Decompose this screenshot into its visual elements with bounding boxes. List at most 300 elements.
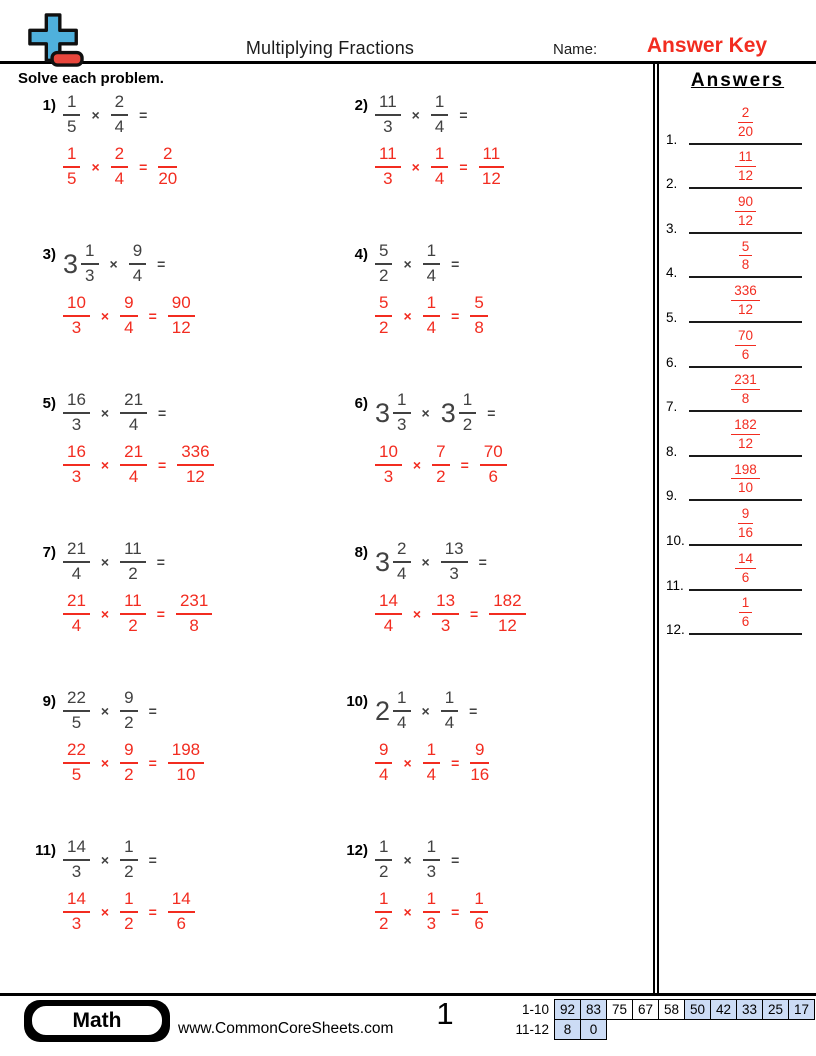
answer-fraction [735,329,756,363]
answer-fraction [731,418,760,452]
problem-number: 2) [354,97,368,114]
score-cell: 33 [737,1000,763,1020]
statement-fraction-2 [111,93,128,136]
answer-blank-line [689,106,802,145]
fraction-denominator: 2 [128,616,138,635]
work-fraction-1 [375,890,392,933]
fraction-denominator: 10 [737,480,754,496]
mixed-whole-number: 2 [375,695,391,726]
mixed-whole-number: 3 [440,397,456,428]
work-fraction-1 [375,592,402,635]
equals-sign: = [487,405,496,421]
problem-statement [63,390,214,436]
times-sign: × [100,904,110,920]
fraction-denominator: 3 [71,415,82,434]
fraction-denominator: 4 [397,713,407,732]
fraction-numerator: 231 [176,592,212,615]
times-sign: × [100,852,110,868]
fraction-numerator: 11 [120,540,146,563]
times-sign: × [91,107,100,123]
fraction-numerator: 21 [63,540,90,563]
problem-body [375,390,507,488]
fraction-denominator: 12 [737,301,754,317]
statement-fraction-1 [63,391,90,434]
equals-sign: = [148,755,157,771]
work-fraction-2 [120,741,137,784]
score-row-label: 1-10 [521,1002,549,1017]
fraction-denominator: 6 [741,346,750,362]
equals-sign: = [478,554,487,570]
problem-number: 10) [346,693,368,710]
answer-item [659,151,816,196]
fraction-denominator: 8 [474,318,484,337]
answer-work [375,293,488,339]
times-sign: × [421,554,430,570]
work-fraction-2 [423,741,440,784]
fraction-numerator: 1 [739,596,753,613]
problem-statement [63,241,195,287]
answers-title: Answers [690,70,785,91]
statement-fraction-2 [441,540,468,583]
fraction-numerator: 13 [441,540,468,563]
problem-statement [375,241,488,287]
score-table [515,999,815,1040]
fraction-numerator: 1 [375,838,392,861]
answer-number-label: 12. [666,622,685,638]
fraction-numerator: 198 [731,463,760,480]
fraction-numerator: 21 [120,443,147,466]
fraction-numerator: 336 [177,443,213,466]
fraction-denominator: 4 [426,765,437,784]
fraction-denominator: 4 [383,616,394,635]
problem-body [63,688,204,786]
work-result-fraction [177,443,213,486]
fraction-numerator: 11 [375,93,401,116]
fraction-denominator: 5 [67,169,77,188]
page-title: Multiplying Fractions [245,38,415,58]
statement-fraction-1 [393,391,410,434]
times-sign: × [403,852,412,868]
footer [0,993,816,1056]
fraction-denominator: 12 [481,169,501,188]
statement-fraction-2 [120,540,146,583]
fraction-denominator: 6 [474,914,484,933]
fraction-denominator: 2 [379,862,389,881]
problem-number: 3) [42,246,56,263]
problem-body [63,539,212,637]
fraction-denominator: 3 [426,914,437,933]
fraction-numerator: 22 [63,741,90,764]
problem-statement [375,390,507,436]
equals-sign: = [158,457,167,473]
fraction-denominator: 4 [71,616,82,635]
times-sign: × [412,457,422,473]
statement-fraction-1 [81,242,98,285]
statement-fraction-2 [459,391,476,434]
answer-fraction [731,373,760,407]
fraction-denominator: 3 [383,117,393,136]
problem-body [63,837,195,935]
statement-fraction-2 [423,838,440,881]
fraction-denominator: 20 [158,169,178,188]
work-result-fraction [470,890,487,933]
answer-blank-line [689,552,802,591]
answer-blank-line [689,240,802,279]
work-result-fraction [480,443,507,486]
score-cell: 75 [607,1000,633,1020]
fraction-numerator: 14 [375,592,402,615]
equals-sign: = [148,308,157,324]
fraction-numerator: 1 [459,391,476,414]
answer-item [659,106,816,151]
answer-fraction [735,195,756,229]
fraction-denominator: 2 [124,713,134,732]
work-fraction-1 [375,145,401,188]
times-sign: × [100,703,110,719]
problem-body [375,837,488,935]
answer-number-label: 3. [666,220,678,236]
problem-number: 7) [42,544,56,561]
equals-sign: = [451,755,460,771]
fraction-numerator: 2 [738,106,753,123]
answer-item [659,418,816,463]
score-row-label: 11-12 [515,1022,549,1037]
score-cell: 92 [555,1000,581,1020]
fraction-numerator: 16 [63,443,90,466]
answer-blank-line [689,150,802,189]
fraction-denominator: 12 [737,435,754,451]
answer-item [659,284,816,329]
fraction-denominator: 4 [379,765,389,784]
answer-blank-line [689,284,802,323]
fraction-numerator: 231 [731,373,760,390]
statement-fraction-2 [120,838,137,881]
fraction-numerator: 336 [731,284,760,301]
work-result-fraction [168,294,195,337]
fraction-denominator: 3 [440,616,451,635]
fraction-numerator: 2 [393,540,410,563]
answer-item [659,240,816,285]
work-fraction-2 [111,145,128,188]
work-fraction-2 [432,592,459,635]
answer-fraction [735,552,756,586]
equals-sign: = [148,852,157,868]
fraction-numerator: 9 [470,741,489,764]
fraction-numerator: 1 [375,890,392,913]
problem-body [63,390,214,488]
fraction-numerator: 2 [158,145,177,168]
answer-work [375,442,507,488]
fraction-denominator: 2 [124,765,134,784]
work-fraction-1 [375,443,402,486]
fraction-denominator: 6 [741,614,750,630]
work-fraction-1 [63,741,90,784]
answer-number-label: 10. [666,532,685,548]
work-fraction-2 [423,294,440,337]
answer-item [659,329,816,374]
fraction-denominator: 4 [397,564,407,583]
fraction-denominator: 4 [114,117,125,136]
times-sign: × [411,159,420,175]
answer-work [63,889,195,935]
statement-fraction-1 [375,838,392,881]
equals-sign: = [451,852,460,868]
score-cell: 50 [685,1000,711,1020]
work-fraction-2 [120,890,137,933]
answer-number-label: 4. [666,265,678,281]
answer-work [375,591,526,637]
fraction-numerator: 1 [423,741,440,764]
fraction-numerator: 1 [393,391,410,414]
fraction-denominator: 20 [737,123,754,139]
work-fraction-2 [423,890,440,933]
fraction-numerator: 10 [63,294,90,317]
answer-fraction [739,596,753,630]
problem-number: 6) [354,395,368,412]
statement-fraction-1 [63,540,90,583]
answer-blank-line [689,507,802,546]
equals-sign: = [156,606,165,622]
work-fraction-1 [63,592,90,635]
work-fraction-1 [63,443,90,486]
work-result-fraction [176,592,212,635]
statement-fraction-2 [441,689,458,732]
answer-number-label: 8. [666,443,678,459]
fraction-numerator: 1 [423,838,440,861]
score-cell: 42 [711,1000,737,1020]
fraction-numerator: 1 [81,242,98,265]
equals-sign: = [148,703,157,719]
plus-minus-icon [26,12,84,68]
answer-item [659,507,816,552]
fraction-numerator: 9 [120,294,137,317]
fraction-denominator: 3 [383,467,394,486]
problem [332,92,652,241]
statement-fraction-1 [375,93,401,136]
name-label: Name: [553,41,598,58]
problem [20,241,332,390]
score-cell: 67 [633,1000,659,1020]
fraction-denominator: 3 [397,415,407,434]
answer-number-label: 2. [666,176,678,192]
fraction-denominator: 4 [444,713,455,732]
fraction-denominator: 3 [85,266,95,285]
equals-sign: = [451,904,460,920]
score-cell: 0 [581,1020,607,1040]
work-fraction-1 [63,294,90,337]
fraction-denominator: 4 [426,266,437,285]
problem-statement [375,688,489,734]
equals-sign: = [470,606,479,622]
fraction-numerator: 1 [120,890,137,913]
fraction-denominator: 4 [426,318,437,337]
fraction-numerator: 1 [423,294,440,317]
fraction-denominator: 3 [71,318,82,337]
work-fraction-2 [432,443,449,486]
fraction-numerator: 5 [739,240,753,257]
score-cell: 83 [581,1000,607,1020]
score-row [515,1000,814,1020]
answer-work [63,740,204,786]
fraction-denominator: 12 [497,616,517,635]
problem [20,837,332,986]
times-sign: × [412,606,422,622]
fraction-denominator: 2 [128,564,138,583]
fraction-numerator: 9 [120,741,137,764]
answer-fraction [735,150,755,184]
fraction-denominator: 2 [379,266,389,285]
statement-fraction-1 [63,838,90,881]
fraction-numerator: 22 [63,689,90,712]
answer-blank-line [689,329,802,368]
problem [332,539,652,688]
times-sign: × [100,554,110,570]
fraction-denominator: 6 [176,914,186,933]
answer-item [659,463,816,508]
answer-fraction [731,463,760,497]
problem [332,241,652,390]
problem-statement [375,92,504,138]
answer-fraction [738,507,753,541]
problem [20,539,332,688]
answer-blank-line [689,463,802,502]
fraction-denominator: 16 [470,765,490,784]
answer-work [63,591,212,637]
problem [332,688,652,837]
instructions: Solve each problem. [18,70,164,87]
fraction-denominator: 12 [185,467,205,486]
fraction-denominator: 3 [426,862,437,881]
fraction-denominator: 2 [462,415,473,434]
equals-sign: = [158,405,167,421]
fraction-numerator: 1 [63,93,80,116]
statement-fraction-2 [120,391,147,434]
statement-fraction-2 [129,242,146,285]
score-cell: 17 [789,1000,815,1020]
fraction-denominator: 4 [128,467,139,486]
fraction-numerator: 182 [489,592,525,615]
fraction-numerator: 7 [432,443,449,466]
work-fraction-1 [63,890,90,933]
fraction-numerator: 9 [129,242,146,265]
problem-number: 9) [42,693,56,710]
work-fraction-1 [63,145,80,188]
answer-blank-line [689,195,802,234]
fraction-denominator: 4 [128,415,139,434]
score-cell: 8 [555,1020,581,1040]
times-sign: × [421,703,430,719]
score-cell: 58 [659,1000,685,1020]
equals-sign: = [156,554,165,570]
answer-item [659,597,816,642]
fraction-denominator: 8 [741,391,750,407]
mixed-whole-number: 3 [63,248,79,279]
math-logo-label: Math [30,1004,164,1037]
fraction-denominator: 3 [383,169,393,188]
problem-number: 12) [346,842,368,859]
mixed-whole-number: 3 [375,397,391,428]
fraction-denominator: 4 [71,564,82,583]
equals-sign: = [459,159,468,175]
answer-work [375,740,489,786]
problem-body [375,539,526,637]
times-sign: × [100,405,110,421]
answer-fraction [738,106,753,140]
fraction-numerator: 11 [375,145,401,168]
answer-work [375,889,488,935]
fraction-denominator: 16 [737,524,754,540]
times-sign: × [421,405,430,421]
problem-body [63,241,195,339]
times-sign: × [411,107,420,123]
answer-fraction [739,240,753,274]
work-result-fraction [158,145,177,188]
score-row [515,1020,814,1040]
fraction-denominator: 2 [379,914,389,933]
fraction-denominator: 4 [124,318,134,337]
fraction-numerator: 9 [375,741,392,764]
problem-number: 4) [354,246,368,263]
statement-fraction-2 [431,93,448,136]
equals-sign: = [451,256,460,272]
score-cell: 25 [763,1000,789,1020]
fraction-numerator: 11 [479,145,505,168]
fraction-denominator: 2 [379,318,389,337]
fraction-denominator: 12 [737,212,754,228]
equals-sign: = [139,159,148,175]
answer-blank-line [689,373,802,412]
problem-statement [63,539,212,585]
fraction-denominator: 3 [449,564,459,583]
statement-fraction-2 [423,242,440,285]
fraction-numerator: 11 [120,592,146,615]
problem-statement [63,688,204,734]
statement-fraction-2 [120,689,137,732]
problem-statement [63,92,177,138]
answer-blank-line [689,596,802,635]
problem-number: 8) [354,544,368,561]
times-sign: × [100,457,110,473]
fraction-numerator: 5 [375,294,392,317]
statement-fraction-1 [393,689,410,732]
fraction-numerator: 2 [111,145,128,168]
statement-fraction-1 [393,540,410,583]
fraction-numerator: 14 [63,890,90,913]
fraction-numerator: 70 [735,329,756,346]
fraction-numerator: 11 [735,150,755,167]
fraction-numerator: 1 [441,689,458,712]
fraction-numerator: 1 [470,890,487,913]
answer-work [63,144,177,190]
times-sign: × [403,256,412,272]
fraction-numerator: 90 [735,195,756,212]
fraction-denominator: 6 [488,467,498,486]
fraction-numerator: 182 [731,418,760,435]
answer-number-label: 9. [666,488,678,504]
fraction-numerator: 14 [168,890,195,913]
problem [332,390,652,539]
answer-number-label: 11. [666,577,684,593]
fraction-numerator: 1 [393,689,410,712]
fraction-numerator: 2 [111,93,128,116]
problem-number: 1) [42,97,56,114]
times-sign: × [109,256,118,272]
name-value-answer-key: Answer Key [646,34,768,57]
answer-work [63,293,195,339]
equals-sign: = [148,904,157,920]
fraction-numerator: 198 [168,741,204,764]
fraction-denominator: 12 [737,168,753,184]
